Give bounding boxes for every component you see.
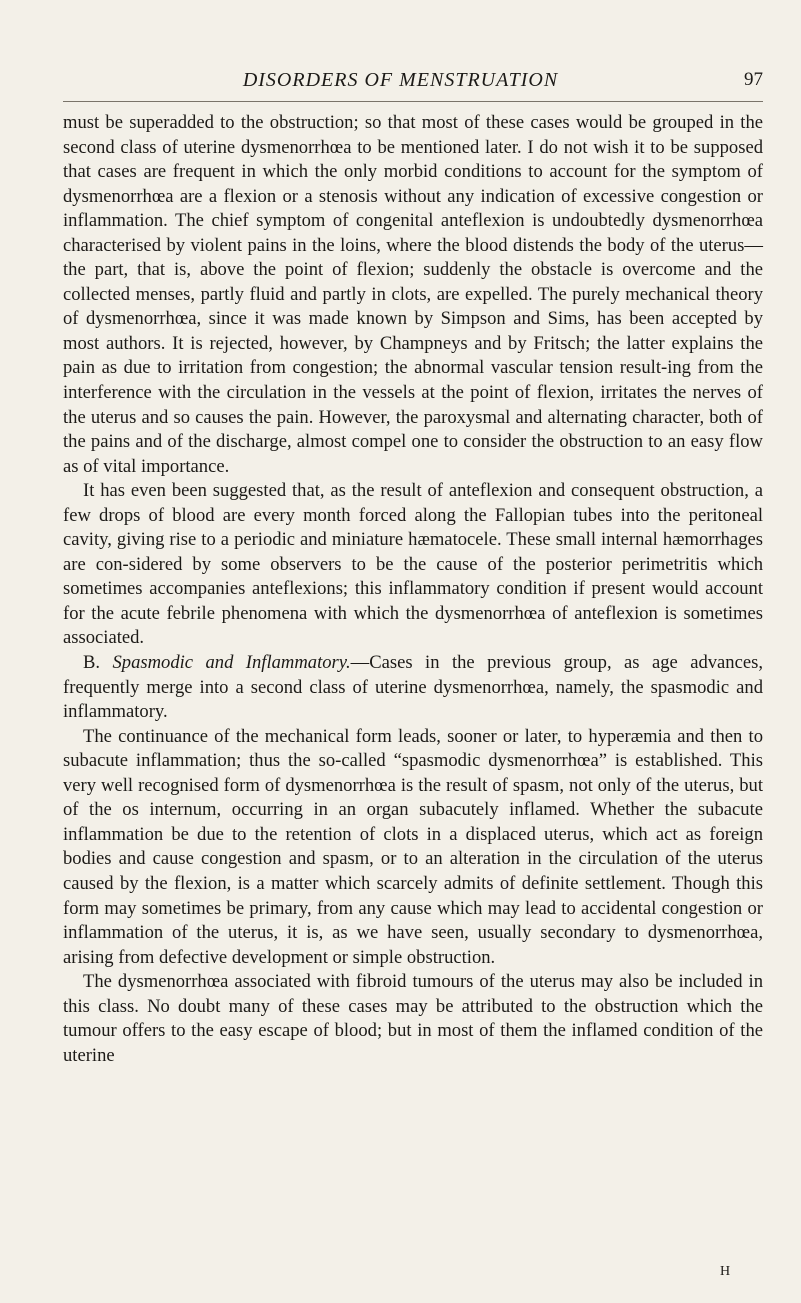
paragraph-3: [63, 651, 763, 725]
page-number: 97: [744, 69, 763, 90]
section-text: —Cases in the previous group, as age advances, frequently merge into a second class of uterine dysmenorrhœa, namely, the spasmodic and inflammatory.: [63, 652, 763, 723]
header-rule: [63, 101, 763, 102]
paragraph-4: The continuance of the mechanical form leads, sooner or later, to hyperæmia and then to subacute inflammation; thus the so-called “spasmodic dysmenorrhœa” is established. This very well recognised form of dysmenorrhœa is the result of spasm, not only of the uterus, but of the os internum, occurring in an organ subacutely inflamed. Whether the subacute inflammation be due to the retention of clots in a displaced uterus, which act as foreign bodies and cause congestion and spasm, or to an alteration in the circulation of the uterus caused by the flexion, is a matter which scarcely admits of definite settlement. Though this form may sometimes be primary, from any cause which may lead to accidental congestion or inflammation of the uterus, it is, as we have seen, usually secondary to dysmenorrhœa, arising from defective development or simple obstruction.: [63, 725, 763, 968]
section-letter: B.: [83, 652, 113, 674]
paragraph-2: It has even been suggested that, as the result of anteflexion and consequent obstruction, a few drops of blood are every month forced along the Fallopian tubes into the peritoneal cavity, giving rise to a periodic and miniature hæmatocele. These small internal hæmorrhages are con-sidered by some observers to be the cause of the posterior perimetritis which sometimes accompanies anteflexions; this inflammatory condition if present would account for the acute febrile phenomena with which the dysmenorrhœa of anteflexion is sometimes associated.: [63, 480, 763, 649]
paragraph-1: must be superadded to the obstruction; so that most of these cases would be grouped in the second class of uterine dysmenorrhœa to be mentioned later. I do not wish it to be supposed that cases are frequent in which the only morbid conditions to account for the symptom of dysmenorrhœa are a flexion or a stenosis without any indication of excessive congestion or inflammation. The chief symptom of congenital anteflexion is undoubtedly dysmenorrhœa characterised by violent pains in the loins, where the blood distends the body of the uterus—the part, that is, above the point of flexion; suddenly the obstacle is overcome and the collected menses, partly fluid and partly in clots, are expelled. The purely mechanical theory of dysmenorrhœa, since it was made known by Simpson and Sims, has been accepted by most authors. It is rejected, however, by Champneys and by Fritsch; the latter explains the pain as due to irritation from congestion; the abnormal vascular tension result-ing from the interference with the circulation in the vessels at the point of flexion, irritates the nerves of the uterus and so causes the pain. However, the paroxysmal and alternating character, both of the pains and of the discharge, almost compel one to consider the obstruction to an easy flow as of vital importance.: [63, 112, 763, 477]
section-heading: Spasmodic and Inflammatory.: [112, 652, 351, 674]
signature-mark: H: [720, 1264, 732, 1279]
running-head: [0, 69, 801, 103]
running-title: DISORDERS OF MENSTRUATION: [242, 69, 559, 91]
body-text: [63, 111, 763, 1068]
paragraph-5: The dysmenorrhœa associated with fibroid tumours of the uterus may also be included in this class. No doubt many of these cases may be attributed to the obstruction which the tumour offers to the easy escape of blood; but in most of them the inflamed condition of the uterine: [63, 971, 763, 1066]
